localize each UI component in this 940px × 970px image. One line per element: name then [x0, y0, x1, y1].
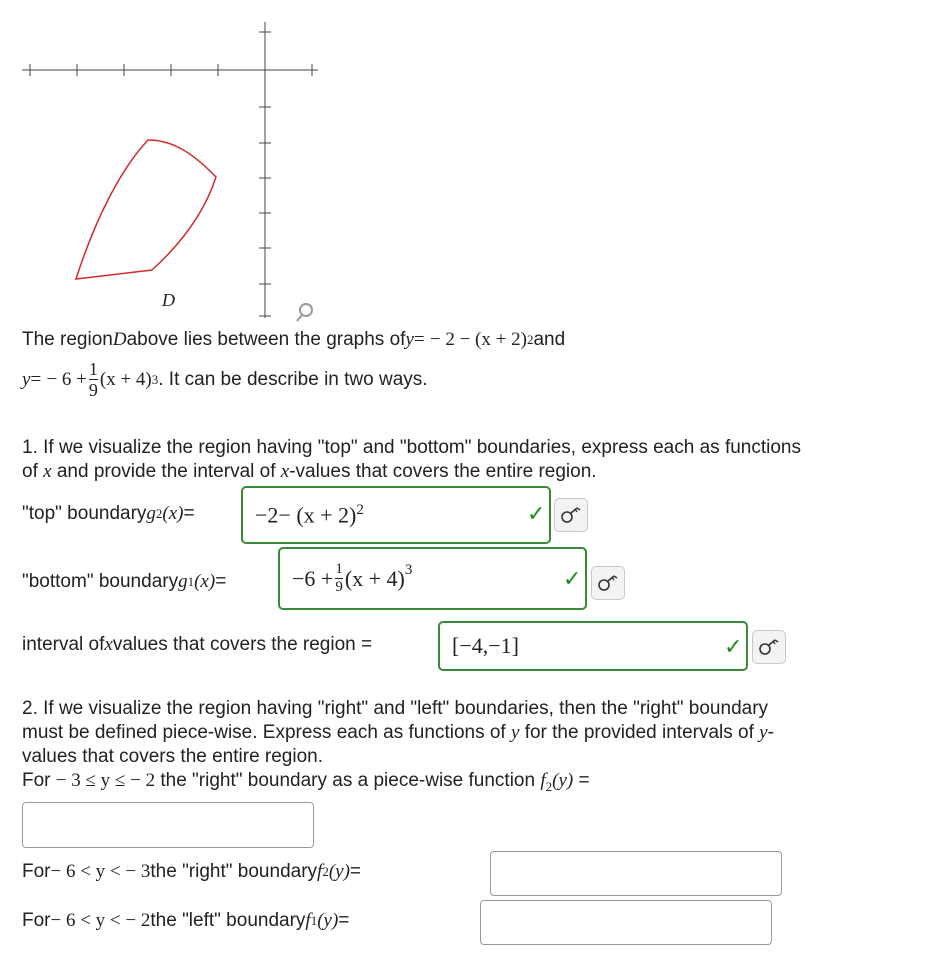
left-boundary-label: For − 6 < y < − 2 the "left" boundary f 1 (y) =	[22, 910, 350, 931]
bottom-boundary-input[interactable]: −6 + $\frac{1}{9}$ (x + 4) $^3$	[278, 547, 587, 610]
interval-input[interactable]: [−4,−1]	[438, 621, 748, 671]
part2-instructions: 2. If we visualize the region having "right" and "left" boundaries, then the "right" boundary must be defined piece-wise. Express each as functions of y for the provided intervals of y- values that covers the entire region. For − 3 ≤ y ≤ − 2 the "right" boundary as a piece-wise function $f_2(y)$ =	[22, 698, 774, 794]
key-icon[interactable]	[591, 566, 625, 600]
top-boundary-label: "top" boundary g 2 (x) =	[22, 503, 195, 524]
intro-line-2: y = − 6 + $\frac{1}{9}$ (x + 4) 3 . It can be describe in two ways.	[22, 359, 428, 400]
key-icon[interactable]	[554, 498, 588, 532]
correct-check-icon: ✓	[563, 566, 582, 591]
correct-check-icon: ✓	[527, 501, 546, 526]
interval-label: interval of x values that covers the region =	[22, 634, 373, 655]
right-boundary-input-2[interactable]	[490, 851, 782, 896]
region-boundary	[76, 140, 216, 279]
right-boundary-piecewise-input[interactable]	[22, 802, 314, 848]
right-boundary-label-2: For − 6 < y < − 3 the "right" boundary f 2 (y) =	[22, 861, 362, 882]
part1-instructions: 1. If we visualize the region having "top" and "bottom" boundaries, express each as functions of x and provide the interval of x-values that covers the entire region.	[22, 437, 801, 482]
magnifier-icon[interactable]	[297, 304, 312, 321]
top-boundary-input[interactable]: $-2- (x + 2)^2$	[241, 486, 551, 544]
correct-check-icon: ✓	[724, 634, 743, 659]
left-boundary-input[interactable]	[480, 900, 772, 945]
intro-line-1: The region D above lies between the graphs of y = − 2 − (x + 2) 2 and	[22, 329, 566, 350]
bottom-boundary-label: "bottom" boundary g 1 (x) =	[22, 571, 227, 592]
region-label: D	[162, 290, 175, 310]
region-graph	[0, 0, 330, 330]
key-icon[interactable]	[752, 630, 786, 664]
